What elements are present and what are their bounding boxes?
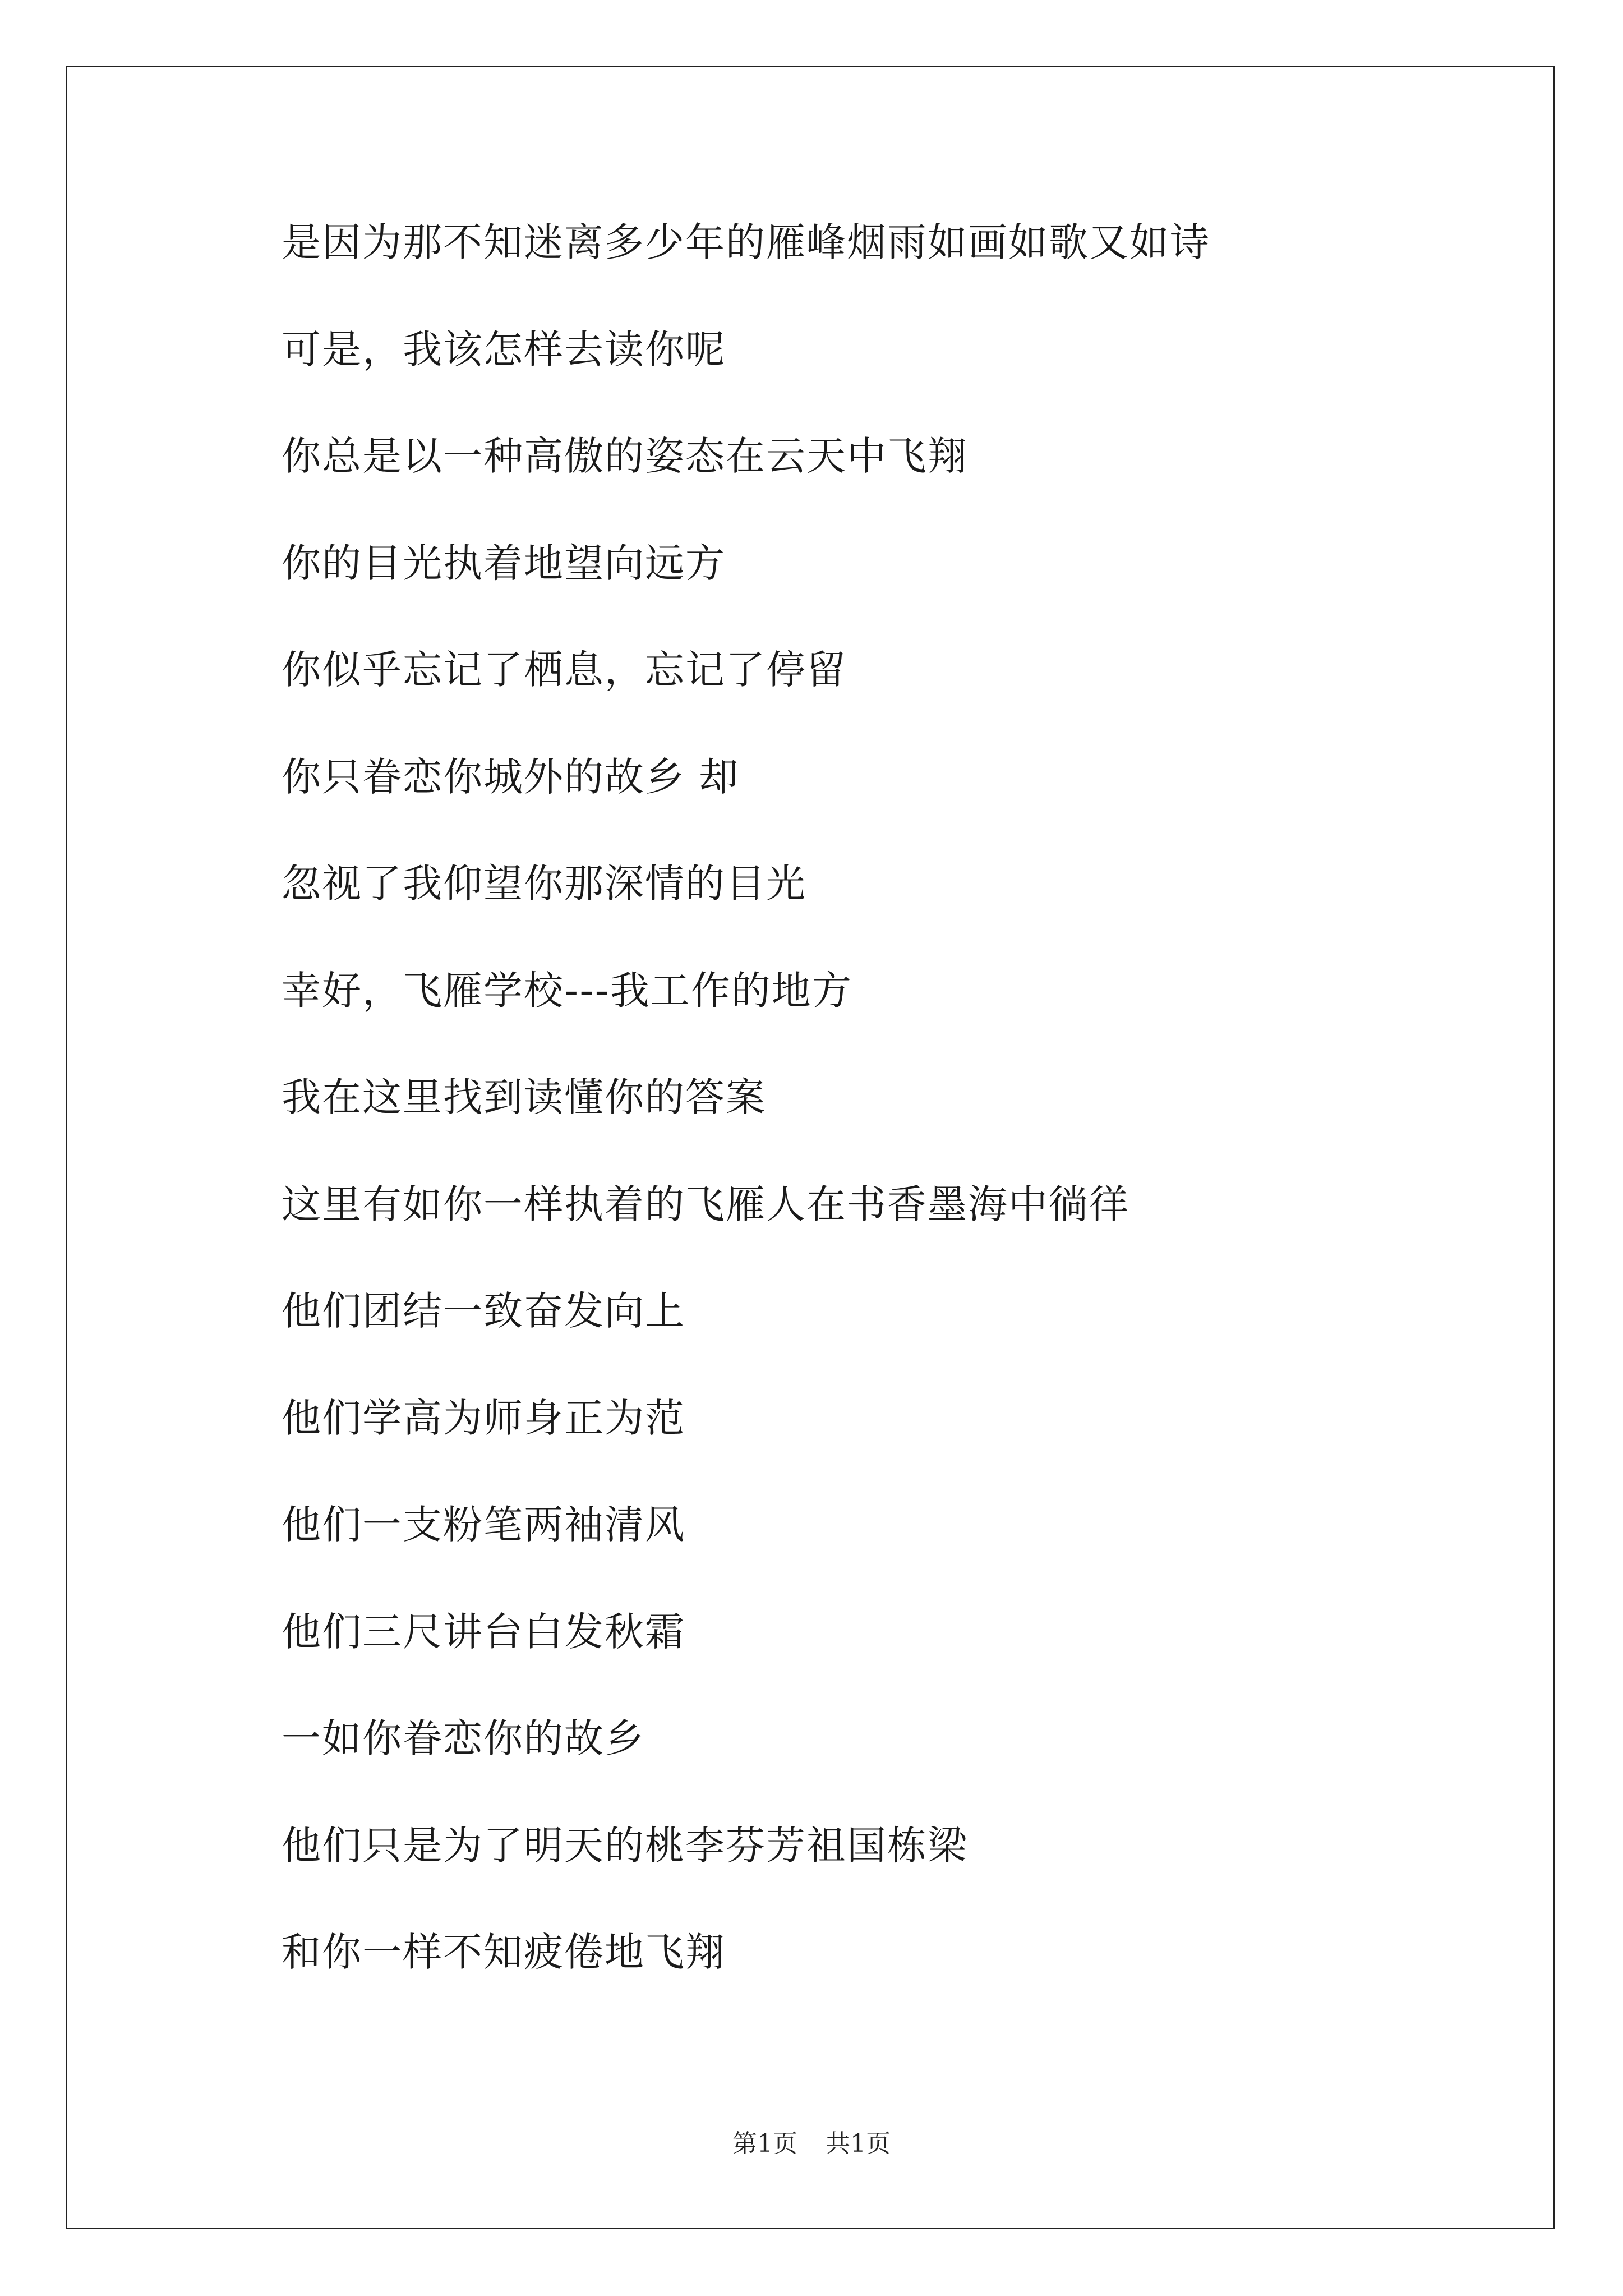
poem-line: 这里有如你一样执着的飞雁人在书香墨海中徜徉	[282, 1181, 1129, 1227]
poem-line: 和你一样不知疲倦地飞翔	[282, 1929, 726, 1975]
poem-line: 你的目光执着地望向远方	[282, 540, 726, 586]
poem-line: 他们一支粉笔两袖清风	[282, 1502, 685, 1548]
page-footer	[0, 2128, 1623, 2160]
poem-line: 可是，我该怎样去读你呢	[282, 326, 726, 372]
poem-line: 他们只是为了明天的桃李芬芳祖国栋梁	[282, 1822, 968, 1869]
poem-line: 他们团结一致奋发向上	[282, 1288, 685, 1334]
poem-line: 幸好，飞雁学校---我工作的地方	[282, 967, 852, 1014]
poem-line: 我在这里找到读懂你的答案	[282, 1074, 766, 1120]
poem-body	[282, 220, 1459, 2037]
poem-line: 一如你眷恋你的故乡	[282, 1715, 645, 1761]
poem-line: 忽视了我仰望你那深情的目光	[282, 861, 806, 907]
total-pages: 共1页	[826, 2129, 891, 2158]
poem-line: 他们学高为师身正为范	[282, 1395, 685, 1441]
current-page-number: 第1页	[732, 2129, 797, 2158]
poem-line: 他们三尺讲台白发秋霜	[282, 1608, 685, 1655]
poem-line: 是因为那不知迷离多少年的雁峰烟雨如画如歌又如诗	[282, 219, 1210, 265]
poem-line: 你似乎忘记了栖息，忘记了停留	[282, 647, 847, 693]
poem-line: 你只眷恋你城外的故乡 却	[282, 753, 740, 800]
poem-line: 你总是以一种高傲的姿态在云天中飞翔	[282, 433, 968, 479]
